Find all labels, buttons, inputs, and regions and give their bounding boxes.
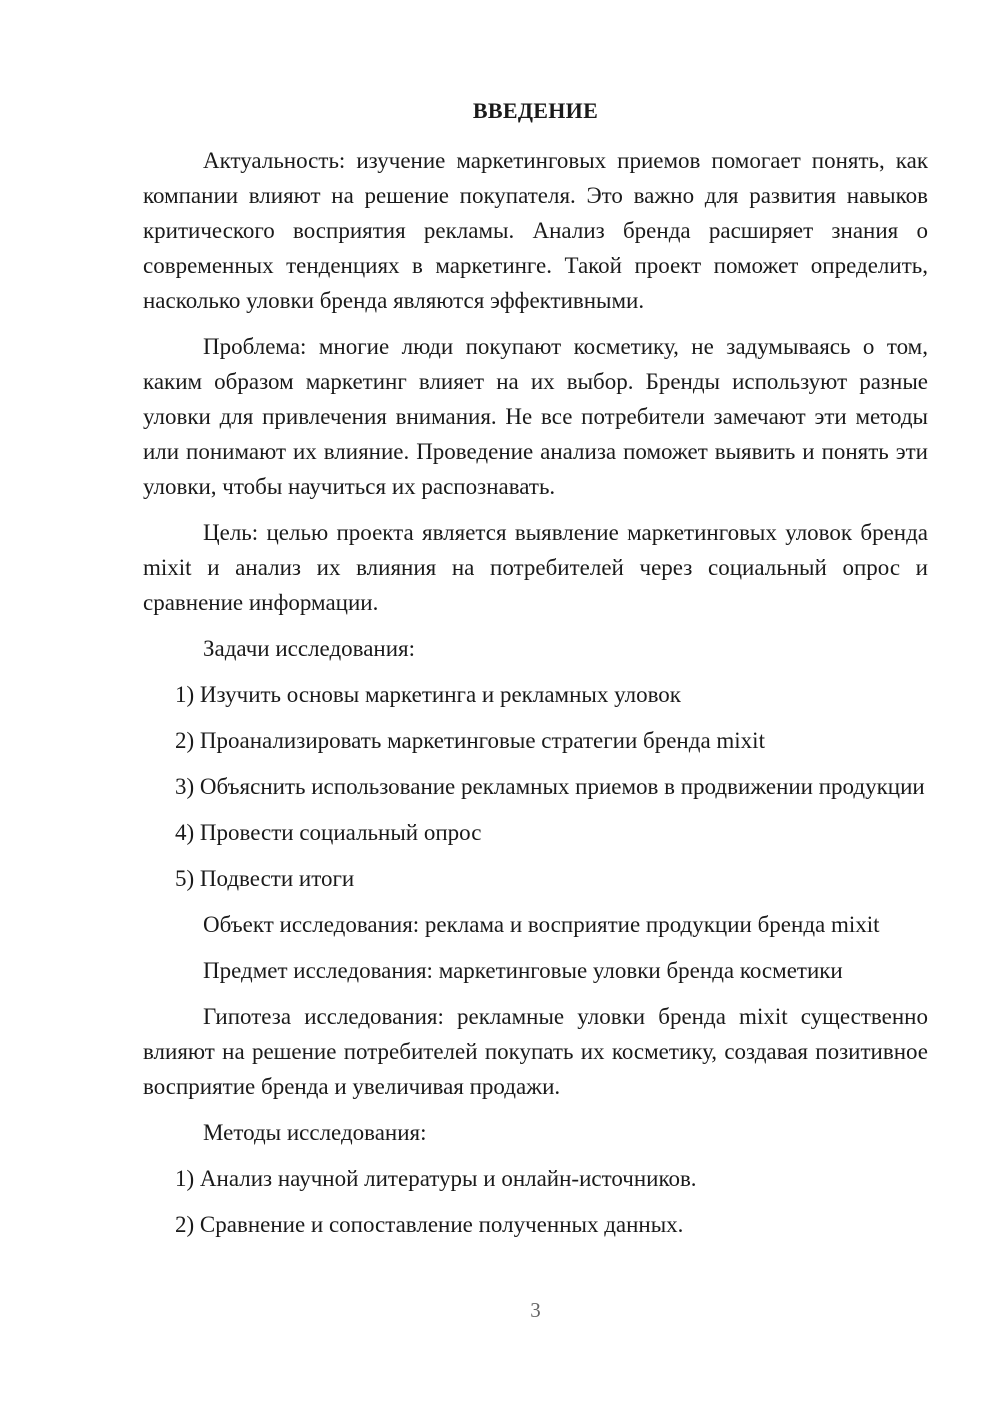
task-item-2: 2) Проанализировать маркетинговые стратегии бренда mixit <box>175 728 765 753</box>
relevance-paragraph: Актуальность: изучение маркетинговых приемов помогает понять, как компании влияют на решение покупателя. Это важно для развития навыков критического восприятия рекламы. Анализ бренда расширяет знания о современных тенденциях в маркетинге. Такой проект поможет определить, насколько уловки бренда являются эффективными. <box>143 148 928 313</box>
task-item-5: 5) Подвести итоги <box>175 866 355 891</box>
document-body <box>143 143 928 1242</box>
problem-paragraph: Проблема: многие люди покупают косметику, не задумываясь о том, каким образом маркетинг влияет на их выбор. Бренды используют разные уловки для привлечения внимания. Не все потребители замечают эти методы или понимают их влияние. Проведение анализа поможет выявить и понять эти уловки, чтобы научиться их распознавать. <box>143 334 928 499</box>
page-title: ВВЕДЕНИЕ <box>472 98 599 123</box>
page-number: 3 <box>530 1298 541 1322</box>
method-item-2: 2) Сравнение и сопоставление полученных данных. <box>175 1212 684 1237</box>
goal-paragraph: Цель: целью проекта является выявление маркетинговых уловок бренда mixit и анализ их влияния на потребителей через социальный опрос и сравнение информации. <box>143 520 928 615</box>
methods-heading: Методы исследования: <box>203 1120 427 1145</box>
hypothesis-paragraph: Гипотеза исследования: рекламные уловки бренда mixit существенно влияют на решение потребителей покупать их косметику, создавая позитивное восприятие бренда и увеличивая продажи. <box>143 1004 928 1099</box>
object-paragraph: Объект исследования: реклама и восприятие продукции бренда mixit <box>203 912 880 937</box>
subject-paragraph: Предмет исследования: маркетинговые уловки бренда косметики <box>203 958 843 983</box>
task-item-3: 3) Объяснить использование рекламных приемов в продвижении продукции <box>175 774 925 799</box>
task-item-4: 4) Провести социальный опрос <box>175 820 482 845</box>
tasks-heading: Задачи исследования: <box>203 636 416 661</box>
method-item-1: 1) Анализ научной литературы и онлайн-источников. <box>175 1166 697 1191</box>
task-item-1: 1) Изучить основы маркетинга и рекламных уловок <box>175 682 681 707</box>
